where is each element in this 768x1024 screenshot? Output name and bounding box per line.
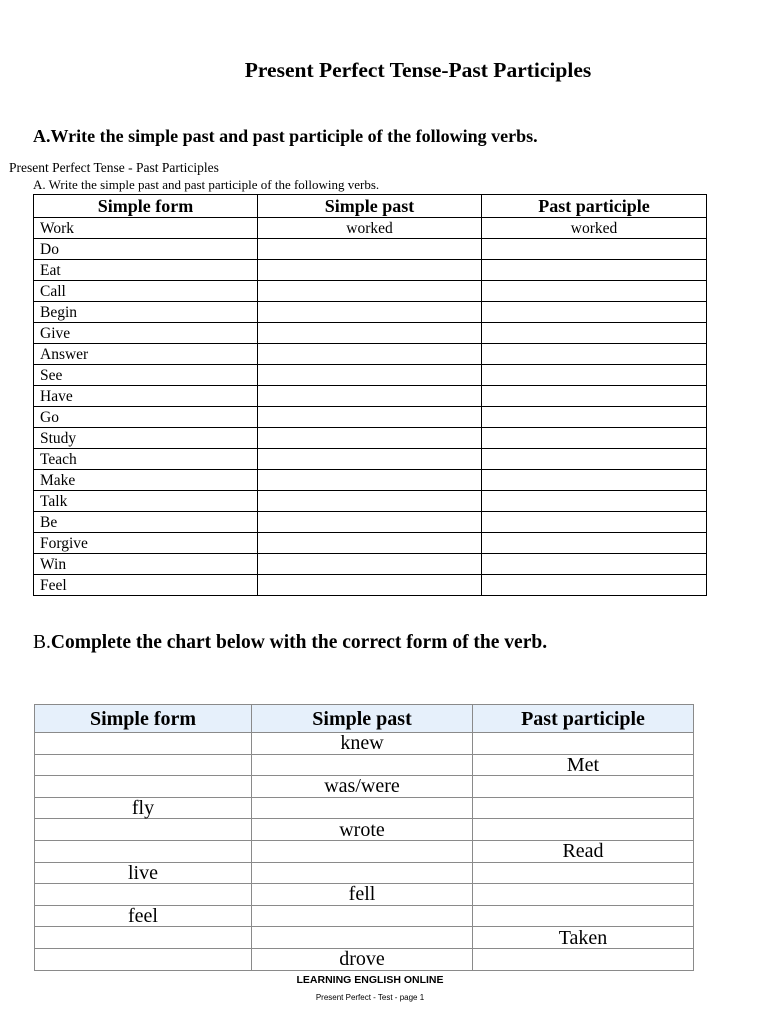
table-cell: [482, 239, 707, 260]
table-cell: Met: [473, 754, 694, 776]
table-cell: [482, 533, 707, 554]
table-cell: [258, 281, 482, 302]
footer-text: LEARNING ENGLISH ONLINE: [296, 974, 444, 986]
table-cell: worked: [258, 218, 482, 239]
table-row: [35, 819, 694, 841]
table-cell: Taken: [473, 927, 694, 949]
table-cell: [473, 884, 694, 906]
table-cell: [482, 470, 707, 491]
table-cell: [252, 797, 473, 819]
table-row: [35, 754, 694, 776]
header-simple-past: Simple past: [258, 195, 482, 218]
verb-table-b: [34, 704, 694, 971]
table-header-row: [35, 705, 694, 733]
table-cell: Work: [34, 218, 258, 239]
table-cell: [258, 533, 482, 554]
table-row: [34, 554, 707, 575]
table-row: [34, 302, 707, 323]
table-cell: [258, 386, 482, 407]
table-row: [34, 323, 707, 344]
table-cell: wrote: [252, 819, 473, 841]
page-title: Present Perfect Tense-Past Participles: [244, 58, 592, 82]
table-cell: [482, 428, 707, 449]
table-row: [35, 948, 694, 970]
header-simple-past: Simple past: [252, 705, 473, 733]
table-cell: [258, 302, 482, 323]
table-cell: [482, 512, 707, 533]
table-row: [34, 449, 707, 470]
table-cell: Eat: [34, 260, 258, 281]
table-row: [35, 927, 694, 949]
table-cell: [482, 365, 707, 386]
table-cell: [482, 407, 707, 428]
table-cell: Make: [34, 470, 258, 491]
table-row: [34, 260, 707, 281]
table-cell: [252, 862, 473, 884]
table-cell: [258, 575, 482, 596]
table-row: [35, 905, 694, 927]
table-cell: [258, 239, 482, 260]
table-cell: [258, 512, 482, 533]
table-cell: [258, 323, 482, 344]
table-cell: Have: [34, 386, 258, 407]
table-cell: [473, 819, 694, 841]
table-cell: Talk: [34, 491, 258, 512]
table-header-row: [34, 195, 707, 218]
table-cell: [252, 905, 473, 927]
table-cell: Be: [34, 512, 258, 533]
table-cell: [482, 260, 707, 281]
table-row: [35, 776, 694, 798]
table-row: [34, 218, 707, 239]
table-cell: fell: [252, 884, 473, 906]
table-cell: [473, 905, 694, 927]
table-cell: [258, 449, 482, 470]
table-cell: Teach: [34, 449, 258, 470]
table-cell: [482, 344, 707, 365]
table-cell: [482, 323, 707, 344]
table-row: [34, 575, 707, 596]
table-cell: [252, 754, 473, 776]
table-cell: [252, 840, 473, 862]
table-row: [34, 512, 707, 533]
table-cell: [35, 927, 252, 949]
table-row: [34, 386, 707, 407]
table-cell: feel: [35, 905, 252, 927]
table-cell: See: [34, 365, 258, 386]
table-cell: Win: [34, 554, 258, 575]
table-cell: Answer: [34, 344, 258, 365]
table-cell: [35, 948, 252, 970]
table-cell: worked: [482, 218, 707, 239]
worksheet-title: Present Perfect Tense - Past Participles: [9, 160, 219, 175]
table-cell: [482, 554, 707, 575]
table-row: [34, 428, 707, 449]
table-cell: [473, 797, 694, 819]
table-cell: [473, 776, 694, 798]
table-cell: Go: [34, 407, 258, 428]
table-cell: [482, 302, 707, 323]
table-cell: [35, 840, 252, 862]
section-b-prefix: B.: [33, 632, 51, 653]
table-cell: [258, 470, 482, 491]
table-cell: [482, 386, 707, 407]
table-row: [35, 862, 694, 884]
table-cell: fly: [35, 797, 252, 819]
table-cell: [258, 554, 482, 575]
table-cell: [35, 884, 252, 906]
table-cell: [35, 754, 252, 776]
table-cell: knew: [252, 733, 473, 755]
verb-table-a: [33, 194, 707, 596]
table-cell: [258, 407, 482, 428]
table-cell: Read: [473, 840, 694, 862]
section-b-text: Complete the chart below with the correct form of the verb.: [50, 632, 548, 653]
table-cell: live: [35, 862, 252, 884]
table-cell: [482, 449, 707, 470]
header-simple-form: Simple form: [35, 705, 252, 733]
table-row: [34, 533, 707, 554]
table-row: [35, 797, 694, 819]
table-row: [34, 470, 707, 491]
table-cell: [258, 344, 482, 365]
table-cell: [473, 733, 694, 755]
table-cell: was/were: [252, 776, 473, 798]
table-cell: Study: [34, 428, 258, 449]
table-cell: [473, 948, 694, 970]
footer-page-note: Present Perfect - Test - page 1: [315, 993, 425, 1002]
worksheet-instruction: A. Write the simple past and past participle of the following verbs.: [33, 177, 380, 192]
table-row: [34, 281, 707, 302]
table-cell: [482, 491, 707, 512]
table-cell: [258, 491, 482, 512]
table-cell: Do: [34, 239, 258, 260]
table-cell: Give: [34, 323, 258, 344]
table-row: [35, 840, 694, 862]
table-cell: Feel: [34, 575, 258, 596]
table-cell: [35, 733, 252, 755]
table-row: [34, 407, 707, 428]
section-a-heading: A.Write the simple past and past participle of the following verbs.: [33, 126, 538, 146]
header-past-participle: Past participle: [482, 195, 707, 218]
header-past-participle: Past participle: [473, 705, 694, 733]
table-row: [34, 365, 707, 386]
table-row: [35, 884, 694, 906]
table-cell: Begin: [34, 302, 258, 323]
table-row: [34, 491, 707, 512]
table-cell: [35, 819, 252, 841]
table-row: [34, 239, 707, 260]
table-row: [34, 344, 707, 365]
header-simple-form: Simple form: [34, 195, 258, 218]
table-cell: Call: [34, 281, 258, 302]
table-cell: [482, 575, 707, 596]
table-cell: [35, 776, 252, 798]
table-cell: drove: [252, 948, 473, 970]
section-b-heading: [33, 632, 547, 654]
table-cell: [252, 927, 473, 949]
table-cell: [473, 862, 694, 884]
table-row: [35, 733, 694, 755]
table-cell: Forgive: [34, 533, 258, 554]
table-cell: [482, 281, 707, 302]
table-cell: [258, 365, 482, 386]
table-cell: [258, 260, 482, 281]
table-cell: [258, 428, 482, 449]
